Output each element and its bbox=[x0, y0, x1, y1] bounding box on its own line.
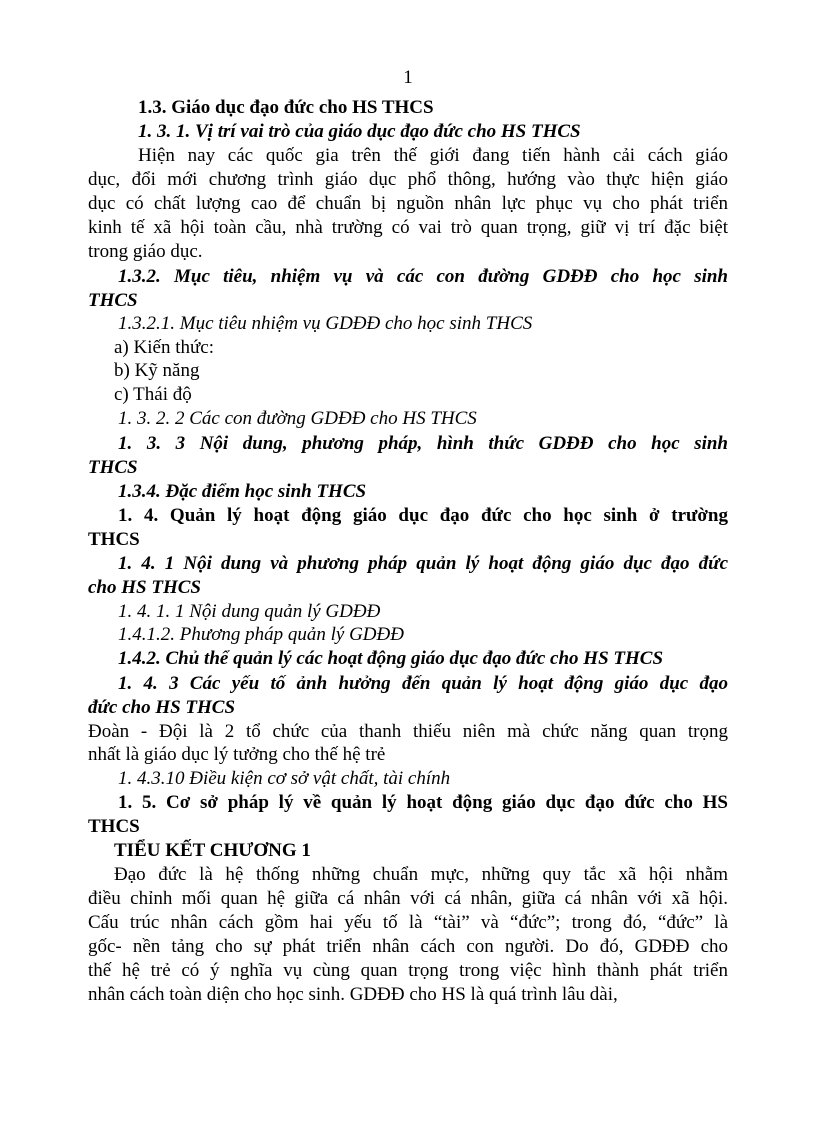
heading-1-4-1-1: 1. 4. 1. 1 Nội dung quản lý GDĐĐ bbox=[118, 601, 381, 622]
chapter-summary-title: TIỂU KẾT CHƯƠNG 1 bbox=[114, 840, 311, 861]
heading-1-4-1: 1. 4. 1 Nội dung và phương pháp quản lý hoạt động giáo dục đạo đức bbox=[118, 553, 728, 574]
heading-1-4-3-10: 1. 4.3.10 Điều kiện cơ sở vật chất, tài chính bbox=[118, 768, 451, 789]
heading-1-3-2-cont: THCS bbox=[88, 290, 138, 311]
paragraph-line: nhân cách toàn diện cho học sinh. GDĐĐ cho HS là quá trình lâu dài, bbox=[88, 984, 618, 1005]
paragraph-line: gốc- nền tảng cho sự phát triển nhân cách con người. Do đó, GDĐĐ cho bbox=[88, 936, 728, 957]
heading-1-4-2: 1.4.2. Chủ thể quản lý các hoạt động giáo dục đạo đức cho HS THCS bbox=[118, 648, 664, 669]
paragraph-line: Đạo đức là hệ thống những chuẩn mực, những quy tắc xã hội nhằm bbox=[114, 864, 728, 885]
heading-1-3: 1.3. Giáo dục đạo đức cho HS THCS bbox=[138, 97, 434, 118]
paragraph-line: kinh tế xã hội toàn cầu, nhà trường có vai trò quan trọng, giữ vị trí đặc biệt bbox=[88, 217, 728, 238]
page-number: 1 bbox=[403, 67, 413, 88]
heading-1-4: 1. 4. Quản lý hoạt động giáo dục đạo đức cho học sinh ở trường bbox=[118, 505, 728, 526]
heading-1-4-3: 1. 4. 3 Các yếu tố ảnh hưởng đến quản lý hoạt động giáo dục đạo bbox=[118, 673, 728, 694]
heading-1-4-1-cont: cho HS THCS bbox=[88, 577, 201, 598]
paragraph-line: nhất là giáo dục lý tưởng cho thế hệ trẻ bbox=[88, 744, 386, 765]
heading-1-3-4: 1.3.4. Đặc điểm học sinh THCS bbox=[118, 481, 367, 502]
heading-1-4-1-2: 1.4.1.2. Phương pháp quản lý GDĐĐ bbox=[118, 624, 404, 645]
heading-1-3-1: 1. 3. 1. Vị trí vai trò của giáo dục đạo đức cho HS THCS bbox=[138, 121, 581, 142]
heading-1-3-2-1: 1.3.2.1. Mục tiêu nhiệm vụ GDĐĐ cho học sinh THCS bbox=[118, 313, 533, 334]
paragraph-line: trong giáo dục. bbox=[88, 241, 203, 262]
heading-1-4-3-cont: đức cho HS THCS bbox=[88, 697, 236, 718]
heading-1-3-2-2: 1. 3. 2. 2 Các con đường GDĐĐ cho HS THCS bbox=[118, 408, 477, 429]
heading-1-5: 1. 5. Cơ sở pháp lý về quản lý hoạt động giáo dục đạo đức cho HS bbox=[118, 792, 728, 813]
heading-1-4-cont: THCS bbox=[88, 529, 140, 550]
list-item: c) Thái độ bbox=[114, 384, 192, 405]
paragraph-line: thế hệ trẻ có ý nghĩa vụ cùng quan trọng trong việc hình thành phát triển bbox=[88, 960, 728, 981]
paragraph-line: Đoàn - Đội là 2 tổ chức của thanh thiếu niên mà chức năng quan trọng bbox=[88, 721, 728, 742]
list-item: a) Kiến thức: bbox=[114, 337, 214, 358]
paragraph-line: Hiện nay các quốc gia trên thế giới đang tiến hành cải cách giáo bbox=[138, 145, 728, 166]
list-item: b) Kỹ năng bbox=[114, 360, 200, 381]
heading-1-3-2: 1.3.2. Mục tiêu, nhiệm vụ và các con đường GDĐĐ cho học sinh bbox=[118, 266, 728, 287]
paragraph-line: dục có chất lượng cao để chuẩn bị nguồn nhân lực phục vụ cho phát triển bbox=[88, 193, 728, 214]
heading-1-5-cont: THCS bbox=[88, 816, 140, 837]
heading-1-3-3-cont: THCS bbox=[88, 457, 138, 478]
paragraph-line: điều chỉnh mối quan hệ giữa cá nhân với cá nhân, giữa cá nhân với xã hội. bbox=[88, 888, 728, 909]
paragraph-line: Cấu trúc nhân cách gồm hai yếu tố là “tài” và “đức”; trong đó, “đức” là bbox=[88, 912, 728, 933]
paragraph-line: dục, đổi mới chương trình giáo dục phổ thông, hướng vào thực hiện giáo bbox=[88, 169, 728, 190]
heading-1-3-3: 1. 3. 3 Nội dung, phương pháp, hình thức GDĐĐ cho học sinh bbox=[118, 433, 728, 454]
